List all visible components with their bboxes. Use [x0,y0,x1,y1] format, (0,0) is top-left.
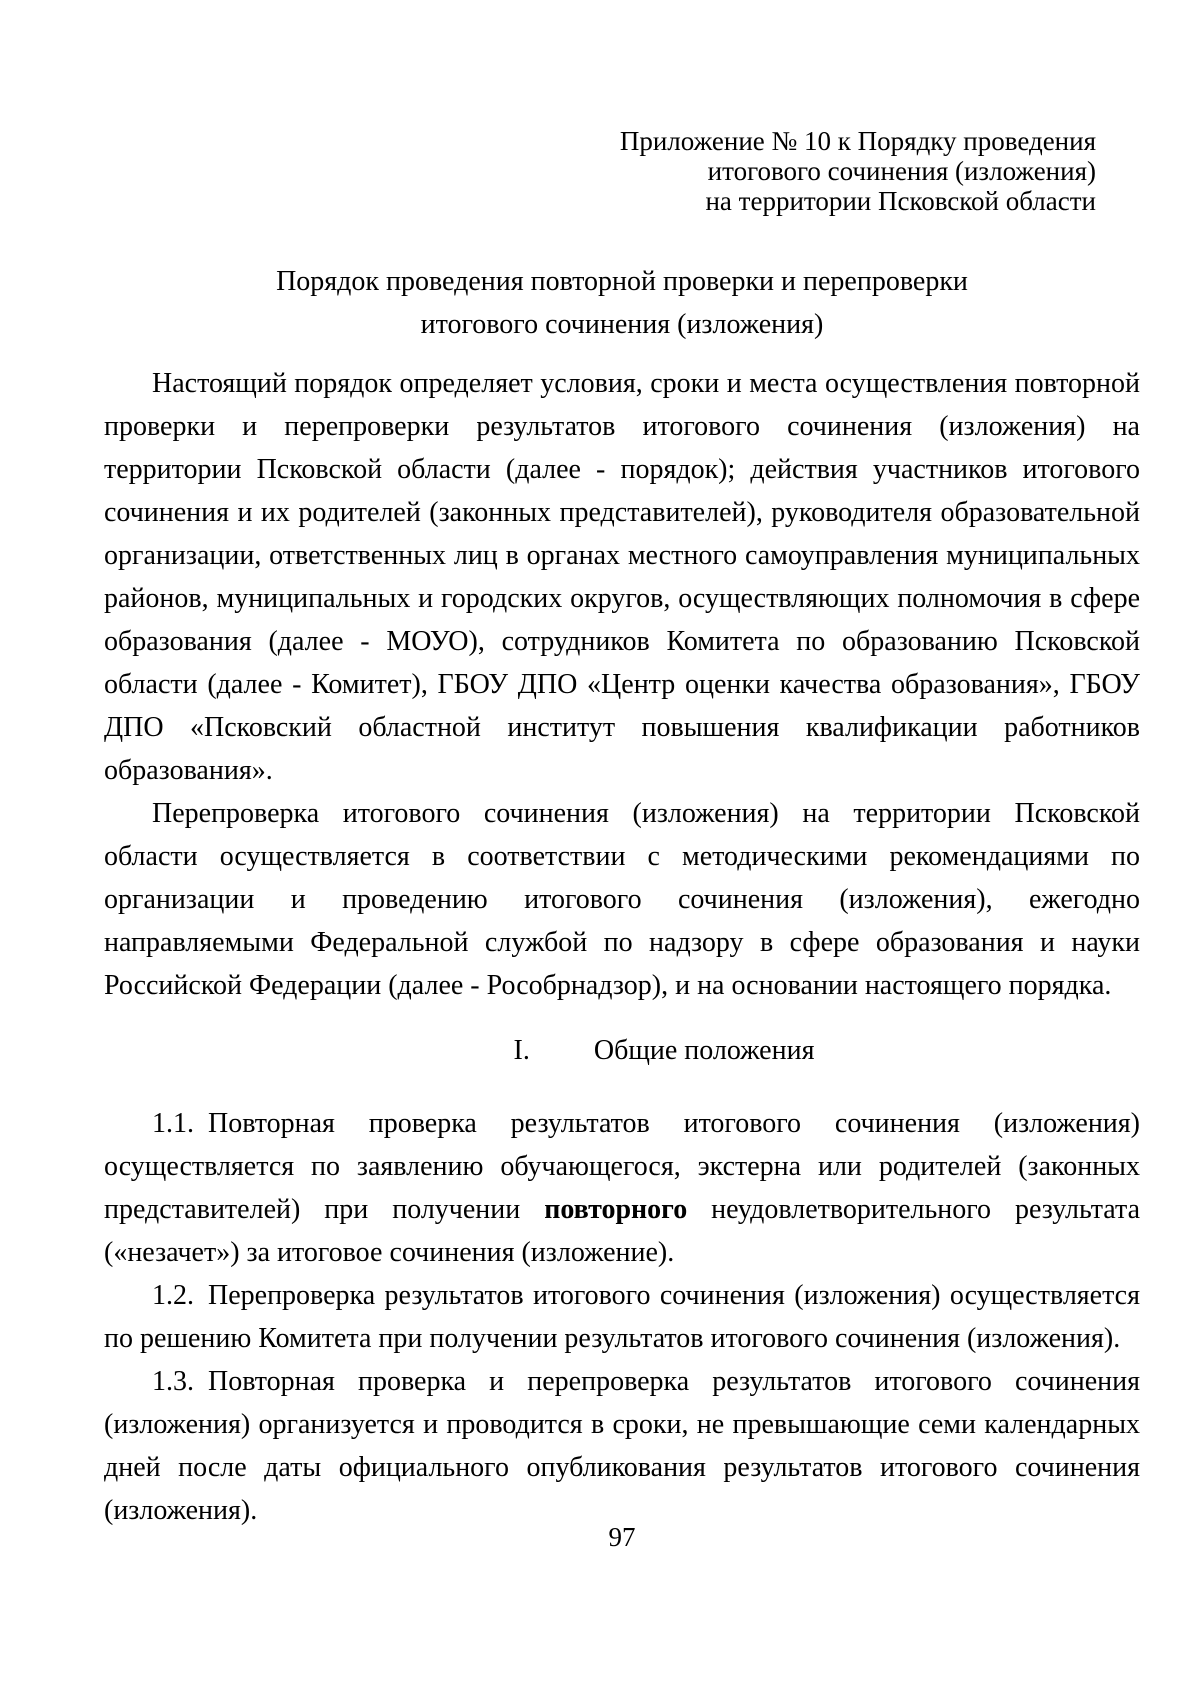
clause-1-3-text: Повторная проверка и перепроверка результатов итогового сочинения (изложения) организуется и проводится в сроки, не превышающие семи календарных дней после даты официального опубликования результатов итогового сочинения (изложения). [104,1366,1140,1526]
appendix-reference-line-1: Приложение № 10 к Порядку проведения [619,126,1096,156]
intro-paragraph-1: Настоящий порядок определяет условия, сроки и места осуществления повторной проверки и перепроверки результатов итогового сочинения (изложения) на территории Псковской области (далее - порядок); действия участников итогового сочинения и их родителей (законных представителей), руководителя образовательной организации, ответственных лиц в органах местного самоуправления муниципальных районов, муниципальных и городских округов, осуществляющих полномочия в сфере образования (далее - МОУО), сотрудников Комитета по образованию Псковской области (далее - Комитет), ГБОУ ДПО «Центр оценки качества образования», ГБОУ ДПО «Псковский областной институт повышения квалификации работников образования». [104,368,1140,786]
clause-1-1-bold-text: повторного [544,1194,688,1225]
clause-1-1-number: 1.1. [152,1108,194,1139]
clause-1-2 [104,1274,1140,1360]
clause-1-3 [104,1360,1140,1532]
clause-1-3-number: 1.3. [152,1366,194,1397]
document-title-line-2: итогового сочинения (изложения) [420,309,824,340]
section-1-heading [146,1029,1182,1072]
document-title [104,260,1140,346]
section-1-number: I. [513,1035,530,1066]
clause-1-1 [104,1102,1140,1274]
clause-1-2-number: 1.2. [152,1280,194,1311]
intro-paragraph-2: Перепроверка итогового сочинения (изложения) на территории Псковской области осуществляется в соответствии с методическими рекомендациями по организации и проведению итогового сочинения (изложения), ежегодно направляемыми Федеральной службой по надзору в сфере образования и науки Российской Федерации (далее - Рособрнадзор), и на основании настоящего порядка. [104,798,1140,1001]
document-title-line-1: Порядок проведения повторной проверки и перепроверки [276,266,968,297]
clause-1-2-text: Перепроверка результатов итогового сочинения (изложения) осуществляется по решению Комитета при получении результатов итогового сочинения (изложения). [104,1280,1140,1354]
appendix-reference-line-3: на территории Псковской области [705,186,1096,216]
page-number: 97 [608,1522,636,1552]
appendix-reference [104,126,1140,216]
clause-1-1-text-before-bold: Повторная проверка результатов итогового сочинения (изложения) осуществляется по заявлению обучающегося, экстерна или родителей (законных представителей) при получении [104,1108,1140,1225]
appendix-reference-line-2: итогового сочинения (изложения) [707,156,1096,186]
section-1-title: Общие положения [593,1035,815,1066]
clause-1-1-text-after-bold: неудовлетворительного результата («незачет») за итоговое сочинения (изложение). [104,1194,1140,1268]
